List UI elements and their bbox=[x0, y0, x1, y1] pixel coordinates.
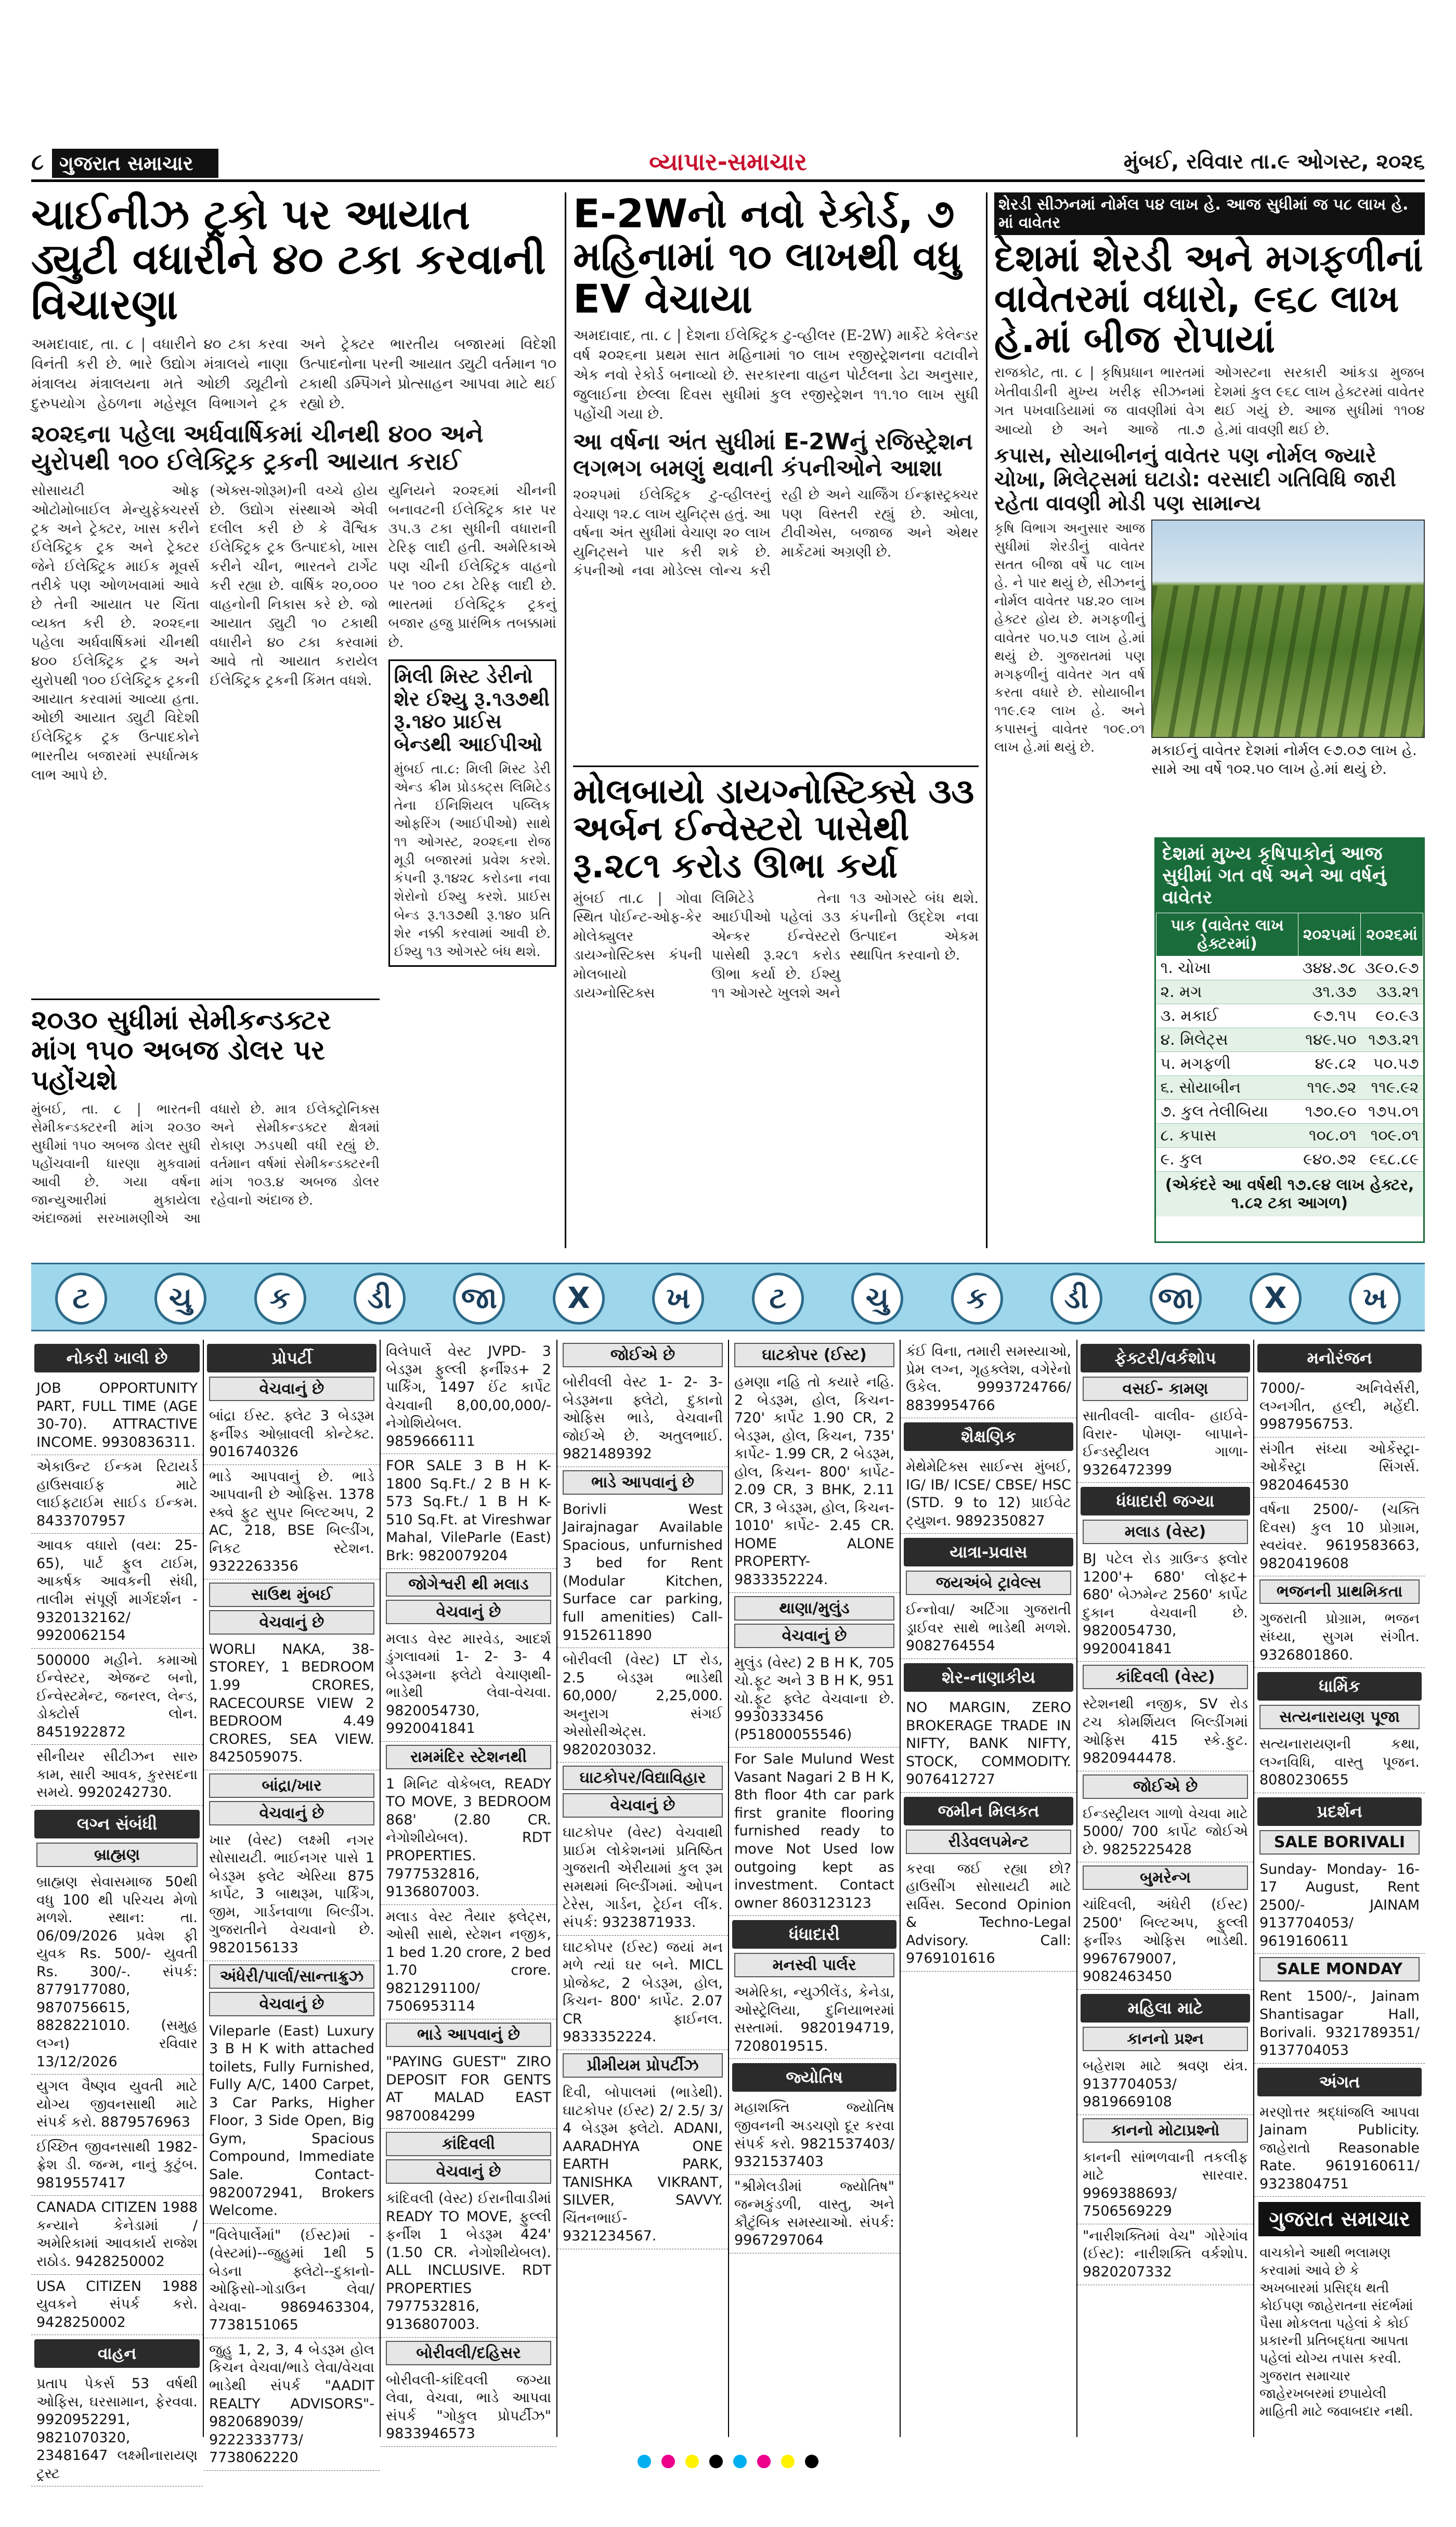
classified-ad: મલાડ વેસ્ટ મારવેડ, આદર્શ ડુંગલાવમાં 1- 2- 3- 4 બેડરૂમના ફ્લેટો વેચાણથી-ભાડેથી લેવા-વેચવા. 9820054730, 9920041841 bbox=[381, 1627, 556, 1742]
classified-ad: JOB OPPORTUNITY PART, FULL TIME (AGE 30-70). ATTRACTIVE INCOME. 9930836311. bbox=[31, 1377, 203, 1455]
classified-ad: સંગીત સંધ્યા ઓર્કેસ્ટ્રા- ઓર્કેસ્ટ્રા સિંગર્સ. 9820464530 bbox=[1254, 1437, 1425, 1498]
ad-list bbox=[1077, 1547, 1253, 1662]
table-cell: ૯૬૮.૮૯ bbox=[1361, 1148, 1423, 1172]
category-header: યાત્રા-પ્રવાસ bbox=[904, 1538, 1073, 1566]
classified-ad: ઈન્ડસ્ટ્રીયલ ગાળો વેચવા માટે 5000/ 700 કાર્પેટ જોઈએ છે. 9825225428 bbox=[1077, 1802, 1253, 1863]
sub-header: ઘાટકોપર/વિદ્યાવિહાર bbox=[563, 1766, 723, 1790]
table-note: (એકંદરે આ વર્ષથી ૧૭.૯૪ લાખ હેક્ટર, ૧.૮૨ ટકા આગળ) bbox=[1156, 1172, 1423, 1216]
table-cell: ૩. મકાઈ bbox=[1156, 1004, 1298, 1028]
cyan-mark bbox=[638, 2455, 651, 2468]
classified-column-2 bbox=[203, 1340, 380, 2466]
disclaimer: વાચકોને આથી ભલામણ કરવામાં આવે છે કે અખબારમાં પ્રસિદ્ધ થતી કોઈપણ જાહેરાતના સંદર્ભમાં પૈસા મોકલતા પહેલાં કે કોઈ પ્રકારની પ્રતિબદ્ધતા આપતા પહેલાં યોગ્ય તપાસ કરવી. ગુજરાત સમાચાર જાહેરખબરમાં છપાયેલી માહિતી માટે જવાબદાર નથી. bbox=[1259, 2245, 1413, 2419]
table-cell: ૧૭૩.૨૧ bbox=[1361, 1028, 1423, 1052]
story-body: અમદાવાદ, તા. ૮ | દેશના ઈલેક્ટ્રિક ટુ-વ્હીલર (E-2W) માર્કેટે કેલેન્ડર વર્ષ ૨૦૨૬ના પ્રથમ સાત મહિનામાં ૧૦ લાખ રજીસ્ટ્રેશનના વટાવીને એક નવો રેકોર્ડ બનાવ્યો છે. સરકારના વાહન પોર્ટલના ડેટા અનુસાર, જુલાઈના છેલ્લા દિવસ સુધીમાં કુલ રજીસ્ટ્રેશન ૧૧.૧૦ લાખ સુધી પહોંચી ગયા છે. bbox=[573, 327, 979, 423]
ad-list bbox=[557, 1821, 728, 2050]
black-mark bbox=[709, 2455, 723, 2468]
ad-list bbox=[901, 1857, 1076, 1972]
column-rule bbox=[565, 192, 566, 1248]
classified-column-7 bbox=[1076, 1340, 1253, 2437]
classified-ad: Sunday- Monday- 16- 17 August, Rent 2500/- JAINAM 9137704053/ 9619160611 bbox=[1254, 1858, 1425, 1954]
classified-ad: હમણા નહિ તો કયારે નહિ. 2 બેડરૂમ, હોલ, કિચન- 720' કાર્પેટ 1.90 CR, 2 બેડરૂમ, હોલ, કિચન, 735' કાર્પેટ- 1.99 CR, 2 બેડરૂમ, હોલ, કિચન- 800' કાર્પેટ- 2.09 CR, 3 BHK, 2.11 CR, 3 બેડરૂમ, હોલ, કિચન- 1010' કાર્પેટ- 2.45 CR. HOME ALONE PROPERTY- 9833352224. bbox=[729, 1370, 900, 1593]
classified-ad: ઘાટકોપર (ઈસ્ટ) જયાં મન મળે ત્યાં ઘર બને. MICL પ્રોજેક્ટ, 2 બેડરૂમ, હોલ, કિચન- 800' કાર્પેટ. 2.07 CR ફાઈનલ. 9833352224. bbox=[557, 1936, 728, 2050]
dateline: મુંબઈ, રવિવાર તા.૯ ઓગસ્ટ, ૨૦૨૬ bbox=[1123, 150, 1425, 174]
sub-header: જોઈએ છે bbox=[563, 1343, 723, 1367]
black-mark bbox=[805, 2455, 818, 2468]
ad-list bbox=[381, 1627, 556, 1742]
table-cell: ૬. સોયાબીન bbox=[1156, 1076, 1298, 1100]
sub-header: બાંદ્રા/ખાર bbox=[209, 1773, 374, 1798]
ad-list bbox=[557, 1498, 728, 1763]
classified-ad: કરવા જઈ રહ્યા છો? હાઉસીંગ સોસાયટી માટે સર્વિસ. Second Opinion & Techno-Legal Advisory. Call: 9769101616 bbox=[901, 1857, 1076, 1972]
crop-data-table bbox=[1156, 913, 1423, 1172]
table-cell: ૯૦.૯૩ bbox=[1361, 1004, 1423, 1028]
banner-letter: ખ bbox=[652, 1273, 704, 1325]
sub-header: કાનનો મોટાપ્રશ્નો bbox=[1083, 2118, 1248, 2143]
ad-list bbox=[901, 1696, 1076, 1793]
sub-header: થાણા/મુલુંડ bbox=[734, 1596, 894, 1621]
category-header: ફેક્ટરી/વર્કશોપ bbox=[1081, 1344, 1250, 1372]
classified-ad: બાંદ્રા ઈસ્ટ. ફ્લેટ 3 બેડરૂમ ફર્નીશ્ડ ઓબ્રાવલી કોન્ટેક્ટ. 9016740326 bbox=[204, 1404, 380, 1465]
paper-name: ગુજરાત સમાચાર bbox=[52, 149, 218, 178]
table-row bbox=[1156, 956, 1423, 980]
subhead: કપાસ, સોયાબીનનું વાવેતર પણ નોર્મલ જ્યારે ચોખા, મિલેટ્સમાં ઘટાડો: વરસાદી ગતિવિધિ જારી રહેતા વાવણી મોડી પણ સામાન્ય bbox=[994, 444, 1396, 515]
classified-ad: ઘાટકોપર (વેસ્ટ) વેચવાથી પ્રાઈમ લોકેશનમાં પ્રતિષ્ઠિત ગુજરાતી એરીયામાં કુલ રૂમ સમથમાં બિલ્ડીંગમાં. ઓપન ટેરેસ, ગાર્ડન, ટ્રેઈન લીંક. સંપર્ક: 9323871933. bbox=[557, 1821, 728, 1935]
magenta-mark bbox=[757, 2455, 771, 2468]
sub-header: બ્રાહ્મણ bbox=[36, 1843, 198, 1867]
category-header: નોકરી ખાલી છે bbox=[34, 1344, 200, 1372]
classified-ad: 500000 મહીને. કમાઓ ઈન્વેસ્ટર, એજન્ટ બનો, ઈન્વેસ્ટમેન્ટ, જનરલ, લેન્ડ, ડોક્ટોર્સ લોન. 8451922872 bbox=[31, 1649, 203, 1745]
table-cell: ૧૦૯.૦૧ bbox=[1361, 1124, 1423, 1148]
story-body: સોસાયટી ઓફ ઓટોમોબાઈલ મેન્યુફેક્ચરર્સ ટ્રક અને ટ્રેક્ટર, ખાસ કરીને ઈલેક્ટ્રિક ટ્રક અને ટ્રેક્ટર જેને ઈલેક્ટ્રિક માઈક મૂવર્સ તરીકે પણ ઓળખવામાં આવે છે તેની આયાત પર ચિંતા વ્યક્ત કરી છે. ૨૦૨૬ના પહેલા અર્ધવાર્ષિકમાં ચીનથી ૪૦૦ ઈલેક્ટ્રિક ટ્રક અને યુરોપથી ૧૦૦ ઈલેક્ટ્રિક ટ્રકની આયાત કરવામાં આવ્યા હતા. ઓછી આયાત ડ્યુટી વિદેશી ઈલેક્ટ્રિક ટ્રક ઉત્પાદકોને ભારતીય બજારમાં સ્પર્ધાત્મક લાભ આપે છે. bbox=[31, 483, 200, 783]
classified-ad: અમેરિકા, ન્યુઝીલેંડ, કેનેડા, ઓસ્ટ્રેલિયા, દુનિયાભરમાં સસ્તામાં. 9820194719, 7208019515. bbox=[729, 1980, 900, 2059]
ad-list bbox=[381, 2368, 556, 2447]
sub-header: બોરીવલી/દહિસર bbox=[386, 2341, 551, 2365]
table-row bbox=[1156, 980, 1423, 1004]
ad-list bbox=[729, 2096, 900, 2253]
yellow-mark bbox=[685, 2455, 699, 2468]
newspaper-page bbox=[31, 146, 1425, 2482]
ad-list bbox=[381, 2187, 556, 2337]
ad-list bbox=[901, 1340, 1076, 1418]
story-lower bbox=[994, 520, 1425, 779]
category-header: પ્રોપર્ટી bbox=[207, 1344, 376, 1372]
ad-list bbox=[1254, 1377, 1425, 1576]
photo-block bbox=[1151, 520, 1425, 779]
table-cell: ૩૧.૩૭ bbox=[1298, 980, 1360, 1004]
classified-ad: સ્ટેશનથી નજીક, SV રોડ ટચ કોમર્શિયલ બિલ્ડીંગમાં ઓફિસ 415 સ્કે.ફુટ. 9820944478. bbox=[1077, 1692, 1253, 1771]
sub-header: મલાડ (વેસ્ટ) bbox=[1083, 1520, 1248, 1544]
col-header: પાક (વાવેતર લાખ હેક્ટરમાં) bbox=[1156, 913, 1298, 956]
classified-ad: કાંદિવલી (વેસ્ટ) ઈરાનીવાડીમાં READY TO MOVE, ફુલ્લી ફર્નીશ 1 બેડરૂમ 424' (1.50 CR. નેગોશીયેબલ). ALL INCLUSIVE. RDT PROPERTIES 7977532816, 9136807003. bbox=[381, 2187, 556, 2337]
ad-list bbox=[204, 1829, 380, 1961]
sub-header: ભાડે આપવાનું છે bbox=[563, 1470, 723, 1495]
yellow-mark bbox=[781, 2455, 795, 2468]
ad-list bbox=[204, 1638, 380, 1770]
category-header: મનોરંજન bbox=[1257, 1344, 1422, 1372]
ad-list bbox=[381, 1340, 556, 1569]
banner-letter: ક bbox=[254, 1273, 306, 1325]
horizontal-rule bbox=[573, 766, 979, 767]
classified-ad: ખાર (વેસ્ટ) લક્ષ્મી નગર સોસાયટી. ભાઈનગર પાસે 1 બેડરૂમ ફ્લેટ એરિયા 875 કાર્પેટ, 3 બાથરૂમ, પાર્કિંગ, જીમ, ગાર્ડનવાળા બિલ્ડીંગ. ગુજરાતીને વેચવાનો છે. 9820156133 bbox=[204, 1829, 380, 1961]
story-body: મુંબઈ તા.૮: મિલી મિસ્ટ ડેરી એન્ડ ક્રીમ પ્રોડક્ટ્સ લિમિટેડ તેના ઈનિશિયલ પબ્લિક ઓફરિંગ (આઈપીઓ) સાથે ૧૧ ઓગસ્ટ, ૨૦૨૬ના રોજ મૂડી બજારમાં પ્રવેશ કરશે. કંપની રૂ.૧૪૨૮ કરોડના નવા શેરોનો ઈશ્યુ કરશે. પ્રાઈસ બેન્ડ રૂ.૧૩૭થી રૂ.૧૪૦ પ્રતિ શેર નક્કી કરવામાં આવી છે. ઈશ્યુ ૧૩ ઓગસ્ટે બંધ થશે. bbox=[394, 761, 551, 960]
table-cell: ૧૧૯.૯૨ bbox=[1361, 1076, 1423, 1100]
table-cell: ૧૭૫.૦૧ bbox=[1361, 1100, 1423, 1124]
table-row bbox=[1156, 1004, 1423, 1028]
category-header: શેર-નાણાકીય bbox=[904, 1663, 1073, 1692]
table-cell: ૮. કપાસ bbox=[1156, 1124, 1298, 1148]
table-cell: ૪૯.૮૨ bbox=[1298, 1052, 1360, 1076]
table-row bbox=[1156, 1124, 1423, 1148]
classified-ad: બોરીવલી (વેસ્ટ) LT રોડ, 2.5 બેડરૂમ ભાડેથી 60,000/ 2,25,000. અનુરાગ સંગઈ એસોસીએટ્સ. 9820203032. bbox=[557, 1648, 728, 1763]
sub-header: કાંદિવલી (વેસ્ટ) bbox=[1083, 1665, 1248, 1689]
cyan-mark bbox=[733, 2455, 747, 2468]
ad-list bbox=[1077, 1893, 1253, 1990]
table-cell: ૯. કુલ bbox=[1156, 1148, 1298, 1172]
paper-logo: ગુજરાત સમાચાર bbox=[1258, 2202, 1421, 2236]
story-body: યુનિયને ૨૦૨૬માં ચીનની બનાવટની ઈલેક્ટ્રિક કાર પર ૩૫.૩ ટકા સુધીની વધારાની ટેરિફ લાદી હતી. અમેરિકાએ પણ ચીની ઈલેક્ટ્રિક વાહનો પર ૧૦૦ ટકા ટેરિફ લાદી છે. ભારતમાં ઈલેક્ટ્રિક ટ્રકનું બજાર હજુ પ્રારંભિક તબક્કામાં છે. bbox=[388, 483, 556, 651]
banner-letter: ચુ bbox=[851, 1273, 903, 1325]
sub-header: ભાડે આપવાનું છે bbox=[386, 2023, 551, 2047]
classified-ad: 7000/- અનિવેર્સરી, લગ્નગીત, હલ્દી, મહેંદી. 9987956753. bbox=[1254, 1377, 1425, 1437]
ad-list bbox=[1254, 1985, 1425, 2063]
ad-list bbox=[901, 1598, 1076, 1659]
sub-header: રામમંદિર સ્ટેશનથી bbox=[386, 1745, 551, 1769]
sub-header: જોઈએ છે bbox=[1083, 1774, 1248, 1799]
classified-ad: Rent 1500/-, Jainam Shantisagar Hall, Borivali. 9321789351/ 9137704053 bbox=[1254, 1985, 1425, 2063]
sub-header: જયઅંબે ટ્રાવેલ્સ bbox=[906, 1571, 1071, 1595]
banner-letter: ડી bbox=[1050, 1273, 1102, 1325]
ad-list bbox=[901, 1455, 1076, 1534]
table-row bbox=[1156, 1052, 1423, 1076]
classified-ad: જુહુ 1, 2, 3, 4 બેડરૂમ હોલ કિચન વેચવા/ભાડે લેવા/વેચવા ભાડેથી સંપર્ક "AADIT REALTY ADVISORS"- 9820689039/ 9222333773/ 7738062220 bbox=[204, 2338, 380, 2471]
classified-banner bbox=[31, 1263, 1425, 1331]
story-body: રાજકોટ, તા. ૮ | કૃષિપ્રધાન ભારતમાં ખેતીવાડીની મુખ્ય ખરીફ સીઝનમાં ગત પખવાડિયામાં જ વાવણીમાં વેગ આવ્યો છે અને આજે તા.૭ ઓગસ્ટના સરકારી આંકડા મુજબ દેશમાં કુલ ૯૬૮ લાખ હેક્ટરમાં વાવેતર થઈ ગયું છે. આજ સુધીમાં ૧૧૦૪ હે.માં વાવણી થઈ છે. bbox=[994, 365, 1425, 438]
table-row bbox=[1156, 1148, 1423, 1172]
classified-ad: કાનની સાંભળવાની તકલીફ માટે સારવાર. 9969388693/ 7506569229 bbox=[1077, 2146, 1253, 2224]
classified-ad: એકાઉન્ટ ઈન્કમ રિટાયર્ડ હાઉસવાઈફ માટે લાઈફટાઈમ સાઈડ ઈન્કમ. 8433707957 bbox=[31, 1455, 203, 1534]
headline: E-2Wનો નવો રેકોર્ડ, ૭ મહિનામાં ૧૦ લાખથી વધુ EV વેચાયા bbox=[573, 190, 961, 322]
magenta-mark bbox=[661, 2455, 675, 2468]
table-cell: ૧૪૯.૫૦ bbox=[1298, 1028, 1360, 1052]
classified-column-6 bbox=[900, 1340, 1076, 2437]
banner-letter: જા bbox=[1150, 1273, 1202, 1325]
classified-ad: વર્ષના 2500/- (ચક્તિ દિવસ) કુલ 10 પ્રોગ્રામ, સ્વયંવર. 9619583663, 9820419608 bbox=[1254, 1498, 1425, 1576]
category-header: જ્યોતિષ bbox=[732, 2063, 896, 2092]
classified-ad: કંઈ વિના, તમારી સમસ્યાઓ, પ્રેમ લગ્ન, ગૃહક્લેશ, વગેરેનો ઉકેલ. 9993724766/ 8839954766 bbox=[901, 1340, 1076, 1418]
classified-ad: 1 મિનિટ વોકેબલ, READY TO MOVE, 3 BEDROOM 868' (2.80 CR. નેગોશીયેબલ). RDT PROPERTIES. 7977532816, 9136807003. bbox=[381, 1772, 556, 1905]
table-cell: ૭. કુલ તેલીબિયા bbox=[1156, 1100, 1298, 1124]
sub-header: સાઉથ મુંબઈ bbox=[209, 1583, 374, 1607]
story-semiconductor bbox=[31, 999, 380, 1243]
sub-header: મનસ્વી પાર્લર bbox=[734, 1953, 894, 1977]
story-molbio bbox=[573, 773, 979, 1246]
table-body bbox=[1156, 956, 1423, 1172]
field-photo bbox=[1151, 520, 1425, 738]
banner-letter: ટ bbox=[752, 1273, 804, 1325]
ad-list bbox=[31, 1870, 203, 2335]
category-header: લગ્ન સંબંધી bbox=[34, 1810, 200, 1838]
classified-ad: CANADA CITIZEN 1988 કન્યાને કેનેડામાં / અમેરિકામાં આવકાર્ય રાજેશ રાઠોડ. 9428250002 bbox=[31, 2196, 203, 2274]
table-title: દેશમાં મુખ્ય કૃષિપાકોનું આજ સુધીમાં ગત વર્ષ અને આ વર્ષનું વાવેતર bbox=[1156, 839, 1423, 913]
classified-ad: સીનીયર સીટીઝન સારુ કામ, સારી આવક, કુરસદના સમયે. 9920242730. bbox=[31, 1745, 203, 1806]
classified-ad: For Sale Mulund West Vasant Nagari 2 B H K, 8th floor 4th car park first granite flooring furnished ready to move Not Used low outgoing kept as investment. Contact owner 8603123123 bbox=[729, 1747, 900, 1916]
sub-header: વેચવાનું છે bbox=[209, 1801, 374, 1825]
sub-header: જોગેશ્વરી થી મલાડ bbox=[386, 1572, 551, 1597]
sub-header: વેચવાનું છે bbox=[563, 1793, 723, 1818]
category-header: જમીન મિલકત bbox=[904, 1797, 1073, 1825]
sub-header: અંધેરી/પાર્લા/સાન્તાક્રુઝ bbox=[209, 1964, 374, 1989]
story-columns bbox=[31, 482, 556, 967]
classified-ad: મરણોત્તર શ્રદ્ધાંજલિ આપવા Jainam Publicity. જાહેરાતો Reasonable Rate. 9619160611/ 9323804751 bbox=[1254, 2101, 1425, 2197]
banner-letter: ચુ bbox=[154, 1273, 206, 1325]
classified-ad: બોરીવલી વેસ્ટ 1- 2- 3- બેડરૂમના ફ્લેટો, દુકાનો ઓફિસ ભાડે, વેચવાની જોઈએ છે. અતુલભાઈ. 9821489392 bbox=[557, 1370, 728, 1467]
classified-ad: મલાડ વેસ્ટ તૈયાર ફ્લેટ્સ, ઓસી સાથે, સ્ટેશન નજીક, 1 bed 1.20 crore, 2 bed 1.70 crore. 9821291100/ 7506953114 bbox=[381, 1905, 556, 2019]
ad-list bbox=[1077, 2054, 1253, 2115]
ad-list bbox=[1077, 2146, 1253, 2285]
classified-column-5 bbox=[728, 1340, 900, 2437]
classified-ad: Borivli West Jairajnagar Available Spacious, unfurnished 3 bed for Rent (Modular Kitchen, Surface car parking, full amenities) Call- 9152611890 bbox=[557, 1498, 728, 1648]
classified-ad: મહાશક્તિ જ્યોતિષ જીવનની અડચણો દૂર કરવા સંપર્ક કરો. 9821537403/ 9321537403 bbox=[729, 2096, 900, 2174]
ad-list bbox=[557, 1370, 728, 1467]
sub-header: વેચવાનું છે bbox=[386, 2159, 551, 2184]
classified-ad: "વિલેપાર્લેમાં" (ઈસ્ટ)માં - (વેસ્ટમાં)--જુહુમાં 1થી 5 બેડના ફ્લેટો--દુકાનો-ઓફિસો-ગોડાઉન લેવા/વેચવા- 9869463304, 7738151065 bbox=[204, 2224, 380, 2338]
banner-letter: ખ bbox=[1349, 1273, 1401, 1325]
classified-column-4 bbox=[556, 1340, 728, 2437]
category-header: પ્રદર્શન bbox=[1257, 1797, 1422, 1826]
headline: દેશમાં શેરડી અને મગફળીનાં વાવેતરમાં વધારો, ૯૬૮ લાખ હે.માં બીજ રોપાયાં bbox=[994, 236, 1423, 361]
page-number: ૮ bbox=[31, 149, 44, 175]
ad-list bbox=[31, 2372, 203, 2486]
classified-ad: ગુજરાતી પ્રોગ્રામ, ભજન સંધ્યા, સુગમ સંગીત. 9326801860. bbox=[1254, 1607, 1425, 1668]
category-header: અંગત bbox=[1257, 2068, 1422, 2096]
subhead: ૨૦૨૬ના પહેલા અર્ધવાર્ષિકમાં ચીનથી ૪૦૦ અને યુરોપથી ૧૦૦ ઈલેક્ટ્રિક ટ્રકની આયાત કરાઈ bbox=[31, 420, 484, 476]
table-cell: ૧૦૮.૦૧ bbox=[1298, 1124, 1360, 1148]
category-header: ધંધાદારી જગ્યા bbox=[1081, 1487, 1250, 1515]
table-cell: ૩૪૪.૭૮ bbox=[1298, 956, 1360, 980]
ad-list bbox=[204, 2019, 380, 2471]
ad-list bbox=[381, 2050, 556, 2129]
story-body: (એક્સ-શોરૂમ)ની વચ્ચે હોય છે. ઉદ્યોગ સંસ્થાએ એવી દલીલ કરી છે કે વૈશ્વિક ઈલેક્ટ્રિક ટ્રક ઉત્પાદકો, ખાસ કરીને ચીન, ભારતને ટાર્ગેટ કરી રહ્યા છે. વાર્ષિક ૨૦,૦૦૦ વાહનોની નિકાસ કરે છે. જો આયાત ડ્યુટી ૧૦ ટકાથી વધારીને ૪૦ ટકા કરવામાં આવે તો આયાત કરાયેલ ઈલેક્ટ્રિક ટ્રકની કિંમત વધશે. bbox=[210, 483, 378, 689]
ad-list bbox=[204, 1404, 380, 1579]
table-cell: ૨. મગ bbox=[1156, 980, 1298, 1004]
classified-ad: NO MARGIN, ZERO BROKERAGE TRADE IN NIFTY, BANK NIFTY, STOCK, COMMODITY. 9076412727 bbox=[901, 1696, 1076, 1793]
banner-letter: X bbox=[1250, 1273, 1302, 1325]
story-mist bbox=[388, 659, 556, 967]
classified-column-3 bbox=[380, 1340, 556, 2442]
classified-ad: ચાંદિવલી, અંધેરી (ઈસ્ટ) 2500' બિલ્ટઅપ, ફુલ્લી ફર્નીશ્ડ ઓફિસ ભાડેથી. 9967679007, 9082463450 bbox=[1077, 1893, 1253, 1990]
story-body: મુંબઈ, તા. ૮ | ભારતની સેમીકન્ડક્ટરની માંગ ૨૦૩૦ સુધીમાં ૧૫૦ અબજ ડોલર સુધી પહોંચવાની ધારણા મુકવામાં આવી છે. ગયા વર્ષના જાન્યુઆરીમાં મુકાયેલા અંદાજમાં સરખામણીએ આ વધારો છે. માત્ર ઈલેક્ટ્રોનિક્સ અને સેમીકન્ડક્ટર ક્ષેત્રમાં રોકાણ ઝડપથી વધી રહ્યું છે. વર્તમાન વર્ષમાં સેમીકન્ડક્ટરની માંગ ૧૦૩.૪ અબજ ડોલર રહેવાનો અંદાજ છે. bbox=[31, 1101, 380, 1227]
table-header-row bbox=[1156, 913, 1423, 956]
category-header: મહિલા માટે bbox=[1081, 1994, 1250, 2023]
ad-list bbox=[1254, 1858, 1425, 1954]
story-body: કૃષિ વિભાગ અનુસાર આજ સુધીમાં શેરડીનું વાવેતર સતત બીજા વર્ષે ૫૮ લાખ હે. ને પાર થયું છે, સીઝનનું નોર્મલ વાવેતર ૫૪.૨૦ લાખ હેક્ટર હોય છે. મગફળીનું વાવેતર ૫૦.૫૭ લાખ હે.માં થયું છે. ગુજરાતમાં પણ મગફળીનું વાવેતર ગત વર્ષ કરતા વધારે છે. સોયાબીન ૧૧૯.૯૨ લાખ હે. અને કપાસનું વાવેતર ૧૦૯.૦૧ લાખ હે.માં થયું છે. bbox=[994, 521, 1145, 756]
sub-header: SALE MONDAY bbox=[1259, 1957, 1420, 1981]
ad-list bbox=[1077, 1404, 1253, 1483]
headline: મોલબાયો ડાયગ્નોસ્ટિક્સે ૩૩ અર્બન ઈન્વેસ્ટરો પાસેથી રૂ.૨૮૧ કરોડ ઊભા કર્યા bbox=[573, 771, 974, 886]
classified-ad: મુલુંડ (વેસ્ટ) 2 B H K, 705 ચો.ફૂટ અને 3 B H K, 951 ચો.ફૂટ ફ્લેટ વેચવાના છે. 9930333456 (P51800055546) bbox=[729, 1651, 900, 1748]
classified-ad: "નારીશક્તિમાં વેચ" ગોરેગાંવ (ઈસ્ટ): નારીશક્તિ વર્કશોપ. 9820207332 bbox=[1077, 2224, 1253, 2285]
ad-list bbox=[729, 1370, 900, 1593]
category-header: વાહન bbox=[34, 2339, 200, 2368]
banner-letter: X bbox=[553, 1273, 605, 1325]
sub-header: ઘાટકોપર (ઈસ્ટ) bbox=[734, 1343, 894, 1367]
sub-header: સત્યનારાયણ પૂજા bbox=[1259, 1705, 1420, 1729]
table-cell: ૧૭૦.૯૦ bbox=[1298, 1100, 1360, 1124]
table-cell: ૫૦.૫૭ bbox=[1361, 1052, 1423, 1076]
classified-ad: બહેરાશ માટે શ્રવણ યંત્ર. 9137704053/ 9819669108 bbox=[1077, 2054, 1253, 2115]
ad-list bbox=[729, 1980, 900, 2059]
table-cell: ૫. મગફળી bbox=[1156, 1052, 1298, 1076]
sub-header: વેચવાનું છે bbox=[209, 1377, 374, 1401]
classified-ad: USA CITIZEN 1988 યુવકને સંપર્ક કરો. 9428250002 bbox=[31, 2275, 203, 2336]
banner-letter: ડી bbox=[354, 1273, 406, 1325]
table-cell: ૩૩.૨૧ bbox=[1361, 980, 1423, 1004]
table-cell: ૪. મિલેટ્સ bbox=[1156, 1028, 1298, 1052]
ad-list bbox=[729, 1651, 900, 1916]
sub-header: બુમરેન્ગ bbox=[1083, 1865, 1248, 1890]
classified-ad: ઈન્નોવા/ અર્ટિગા ગુજરાતી ડ્રાઈવર સાથે ભાડેથી મળશે. 9082764554 bbox=[901, 1598, 1076, 1659]
table-row bbox=[1156, 1100, 1423, 1124]
registration-marks bbox=[322, 2455, 1134, 2468]
ad-list bbox=[1077, 1802, 1253, 1863]
ad-list bbox=[1254, 2101, 1425, 2197]
table-cell: ૧૧૯.૭૨ bbox=[1298, 1076, 1360, 1100]
section-title: વ્યાપાર-સમાચાર bbox=[649, 148, 807, 176]
classified-ad: "PAYING GUEST" ZIRO DEPOSIT FOR GENTS AT MALAD EAST 9870084299 bbox=[381, 2050, 556, 2129]
classified-ad: સત્યનારાયણની કથા, લગ્નવિધિ, વાસ્તુ પૂજન. 8080230655 bbox=[1254, 1732, 1425, 1793]
ad-list bbox=[31, 1377, 203, 1806]
sub-header: વેચવાનું છે bbox=[209, 1610, 374, 1635]
ad-list bbox=[1254, 1607, 1425, 1668]
classified-ad: પ્રતાપ પેકર્સ 53 વર્ષથી ઓફિસ, ઘરસામાન, ફેરવવા. 9920952291, 9821070320, 23481647 લક્ષ્મીનારાયણ ટ્રસ્ટ bbox=[31, 2372, 203, 2486]
column-rule bbox=[986, 192, 987, 1248]
classified-ad: મેથેમેટિક્સ સાઈન્સ મુંબઈ, IG/ IB/ ICSE/ CBSE/ HSC (STD. 9 to 12) પ્રાઈવેટ ટ્યુશન. 9892350827 bbox=[901, 1455, 1076, 1534]
classified-ad: ભાડે આપવાનું છે. ભાડે આપવાની છે ઓફિસ. 1378 સ્ક્વે ફુટ સુપર બિલ્ટઅપ, 2 AC, 218, BSE બિલ્ડીંગ, નિકટ સ્ટેશન. 9322263356 bbox=[204, 1465, 380, 1579]
classified-ad: દિવી, બોપાલમાં (ભાડેથી). ઘાટકોપર (ઈસ્ટ) 2/ 2.5/ 3/ 4 બેડરૂમ ફ્લેટો. ADANI, AARADHYA ONE EARTH PARK, TANISHKA VIKRANT, SILVER, SAVVY. ચિંતનભાઈ- 9321234567. bbox=[557, 2081, 728, 2249]
ad-list bbox=[381, 1772, 556, 2019]
headline: ૨૦૩૦ સુધીમાં સેમીકન્ડક્ટર માંગ ૧૫૦ અબજ ડોલર પર પહોંચશે bbox=[31, 1005, 331, 1097]
subhead: આ વર્ષના અંત સુધીમાં E-2Wનું રજિસ્ટ્રેશન લગભગ બમણું થવાની કંપનીઓને આશા bbox=[573, 429, 973, 482]
sub-header: પ્રીમીયમ પ્રોપર્ટીઝ bbox=[563, 2053, 723, 2078]
banner-letter: જા bbox=[453, 1273, 505, 1325]
classified-ad: FOR SALE 3 B H K- 1800 Sq.Ft./ 2 B H K- 573 Sq.Ft./ 1 B H K- 510 Sq.Ft. at Vireshwar Mahal, VileParle (East) Brk: 9820079204 bbox=[381, 1454, 556, 1569]
sub-header: રીડેવલપમેન્ટ bbox=[906, 1830, 1071, 1854]
category-header: શૈક્ષણિક bbox=[904, 1422, 1073, 1451]
table-cell: ૩૯૦.૯૭ bbox=[1361, 956, 1423, 980]
classifieds-grid bbox=[31, 1340, 1425, 2482]
sub-header: વેચવાનું છે bbox=[386, 1600, 551, 1624]
classified-ad: બોરીવલી-કાંદિવલી જગ્યા લેવા, વેચવા, ભાડે આપવા સંપર્ક "ગોકુલ પ્રોપર્ટીઝ" 9833946573 bbox=[381, 2368, 556, 2447]
category-header: ધાર્મિક bbox=[1257, 1672, 1422, 1701]
sub-header: વેચવાનું છે bbox=[734, 1624, 894, 1648]
col-header: ૨૦૨૬માં bbox=[1361, 913, 1423, 956]
table-cell: ૧. ચોખા bbox=[1156, 956, 1298, 980]
crop-table bbox=[1154, 837, 1425, 1243]
table-cell: ૯૭.૧૫ bbox=[1298, 1004, 1360, 1028]
classified-column-1 bbox=[31, 1340, 203, 2482]
sub-header: કાંદિવલી bbox=[386, 2132, 551, 2156]
story-ev bbox=[573, 192, 979, 759]
sub-header: કાનનો પ્રશ્ન bbox=[1083, 2027, 1248, 2051]
table-cell: ૯૪૦.૭૨ bbox=[1298, 1148, 1360, 1172]
photo-caption: મકાઈનું વાવેતર દેશમાં નોર્મલ ૯૭.૦૭ લાખ હે. સામે આ વર્ષે ૧૦૨.૫૦ લાખ હે.માં થયું છે. bbox=[1151, 742, 1417, 778]
table-row bbox=[1156, 1028, 1423, 1052]
sub-header: ભજનની પ્રાથમિકતા bbox=[1259, 1579, 1420, 1604]
col-header: ૨૦૨૫માં bbox=[1298, 913, 1360, 956]
banner-letter: ક bbox=[951, 1273, 1003, 1325]
table-row bbox=[1156, 1076, 1423, 1100]
classified-ad: Vileparle (East) Luxury 3 B H K with attached toilets, Fully Furnished, Fully A/C, 1400 Carpet, 3 Car Parks, Higher Floor, 3 Side Open, Big Gym, Spacious Compound, Immediate Sale. Contact- 9820072941, Brokers Welcome. bbox=[204, 2019, 380, 2224]
headline: ચાઈનીઝ ટ્રકો પર આયાત ડ્યુટી વધારીને ૪૦ ટકા કરવાની વિચારણા bbox=[31, 190, 546, 329]
banner-letter: ટ bbox=[55, 1273, 107, 1325]
classified-ad: આવક વધારો (વય: 25-65), પાર્ટ ફુલ ટાઈમ, આકર્ષક આવકની સંધી, તાલીમ સંપૂર્ણ માર્ગદર્શન - 9320132162/ 9920062154 bbox=[31, 1534, 203, 1648]
ad-list bbox=[557, 2081, 728, 2249]
classified-ad: યુગલ વૈષ્ણવ યુવતી માટે યોગ્ય જીવનસાથી માટે સંપર્ક કરો. 8879576963 bbox=[31, 2075, 203, 2135]
classified-ad: વિલેપાર્લે વેસ્ટ JVPD- 3 બેડરૂમ ફુલ્લી ફર્નીશ્ડ+ 2 પાર્કિંગ, 1497 ઈંટ કાર્પેટ વેચવાની 8,00,00,000/- નેગોશિયેબલ. 9859666111 bbox=[381, 1340, 556, 1454]
ad-list bbox=[1077, 1692, 1253, 1771]
story-body: અમદાવાદ, તા. ૮ | વધારીને ૪૦ ટકા કરવા વિનંતી કરી છે. ભારે ઉદ્યોગ મંત્રાલયે નાણા મંત્રાલય મંત્રાલયના મતે ઓછી ડ્યૂટીનો દુરુપયોગ હેઠળના મહેસૂલ વિભાગને ટ્રક અને ટ્રેક્ટર ભારતીય બજારમાં વિદેશી ઉત્પાદનોના પરની આયાત ડ્યુટી વર્તમાન ૧૦ ટકાથી ડમ્પિંગને પ્રોત્સાહન આપવા માટે થઈ રહ્યો છે. bbox=[31, 335, 556, 412]
classified-ad: સાતીવલી- વાલીવ- હાઈવે- વિરાર- પોમણ- બાપાને- ઈન્ડસ્ટ્રીયલ ગાળા- 9326472399 bbox=[1077, 1404, 1253, 1483]
story-col3 bbox=[388, 482, 556, 967]
classified-ad: WORLI NAKA, 38- STOREY, 1 BEDROOM 1.99 CRORES, RACECOURSE VIEW 2 BEDROOM 4.49 CRORES, SEA VIEW. 8425059075. bbox=[204, 1638, 380, 1770]
ad-list bbox=[1254, 1732, 1425, 1793]
classified-ad: "શ્રીમેલડીમાં જ્યોતિષ" જન્મકુંડળી, વાસ્તુ, અને કૌટુંબિક સમસ્યાઓ. સંપર્ક: 9967297064 bbox=[729, 2175, 900, 2253]
category-header: ધંધાદારી bbox=[732, 1920, 896, 1949]
kicker: શેરડી સીઝનમાં નોર્મલ ૫૪ લાખ હે. આજ સુધીમાં જ ૫૮ લાખ હે. માં વાવેતર bbox=[994, 192, 1425, 235]
story-body: મુંબઈ તા.૮ | ગોવા સ્થિત પોઈન્ટ-ઓફ-કેર મોલેક્યુલર ડાયગ્નોસ્ટિક્સ કંપની મોલબાયો ડાયગ્નોસ્ટિક્સ લિમિટેડે તેના આઈપીઓ પહેલાં ૩૩ એન્કર ઈન્વેસ્ટરો પાસેથી રૂ.૨૮૧ કરોડ ઊભા કર્યા છે. ઈશ્યુ ૧૧ ઓગસ્ટે ખુલશે અને ૧૩ ઓગસ્ટે બંધ થશે. કંપનીનો ઉદ્દેશ નવા ઉત્પાદન એકમ સ્થાપિત કરવાનો છે. bbox=[573, 890, 979, 1001]
sub-header: વેચવાનું છે bbox=[209, 1992, 374, 2016]
masthead bbox=[31, 146, 1425, 182]
classified-column-8 bbox=[1253, 1340, 1425, 2437]
story-body: ૨૦૨૫માં ઈલેક્ટ્રિક ટુ-વ્હીલરનું વેચાણ ૧૨.૮ લાખ યુનિટ્સ હતું. આ વર્ષના અંત સુધીમાં વેચાણ ૨૦ લાખ યુનિટ્સને પાર કરી શકે છે. કંપનીઓ નવા મોડેલ્સ લોન્ચ કરી રહી છે અને ચાર્જિંગ ઈન્ફ્રાસ્ટ્રક્ચર પણ વિસ્તરી રહ્યું છે. ઓલા, ટીવીએસ, બજાજ અને એથર માર્કેટમાં અગ્રણી છે. bbox=[573, 487, 979, 579]
sub-header: SALE BORIVALI bbox=[1259, 1830, 1420, 1855]
classified-ad: બ્રાહ્મણ સેવાસમાજ 50થી વધુ 100 થી પરિચય મેળો મળશે. સ્થાન: તા. 06/09/2026 પ્રવેશ ફી યુવક Rs. 500/- યુવતી Rs. 300/-. સંપર્ક: 8779177080, 9870756615, 8828221010. (સમુહ લગ્ન) રવિવાર 13/12/2026 bbox=[31, 1870, 203, 2075]
sub-header: વસઈ- કામણ bbox=[1083, 1377, 1248, 1401]
classified-ad: ઈચ્છિત જીવનસાથી 1982- ફ્રેશ ડી. જન્મ, નાનું કુટુંબ. 9819557417 bbox=[31, 2135, 203, 2196]
classified-ad: BJ પટેલ રોડ ગ્રાઉન્ડ ફ્લોર 1200'+ 680' લોફ્ટ+ 680' બેઝમેન્ટ 2560' કાર્પેટ દુકાન વેચવાની છે. 9820054730, 9920041841 bbox=[1077, 1547, 1253, 1662]
headline: મિલી મિસ્ટ ડેરીનો શેર ઈશ્યુ રૂ.૧૩૭થી રૂ.૧૪૦ પ્રાઈસ બેન્ડથી આઈપીઓ bbox=[394, 665, 550, 756]
